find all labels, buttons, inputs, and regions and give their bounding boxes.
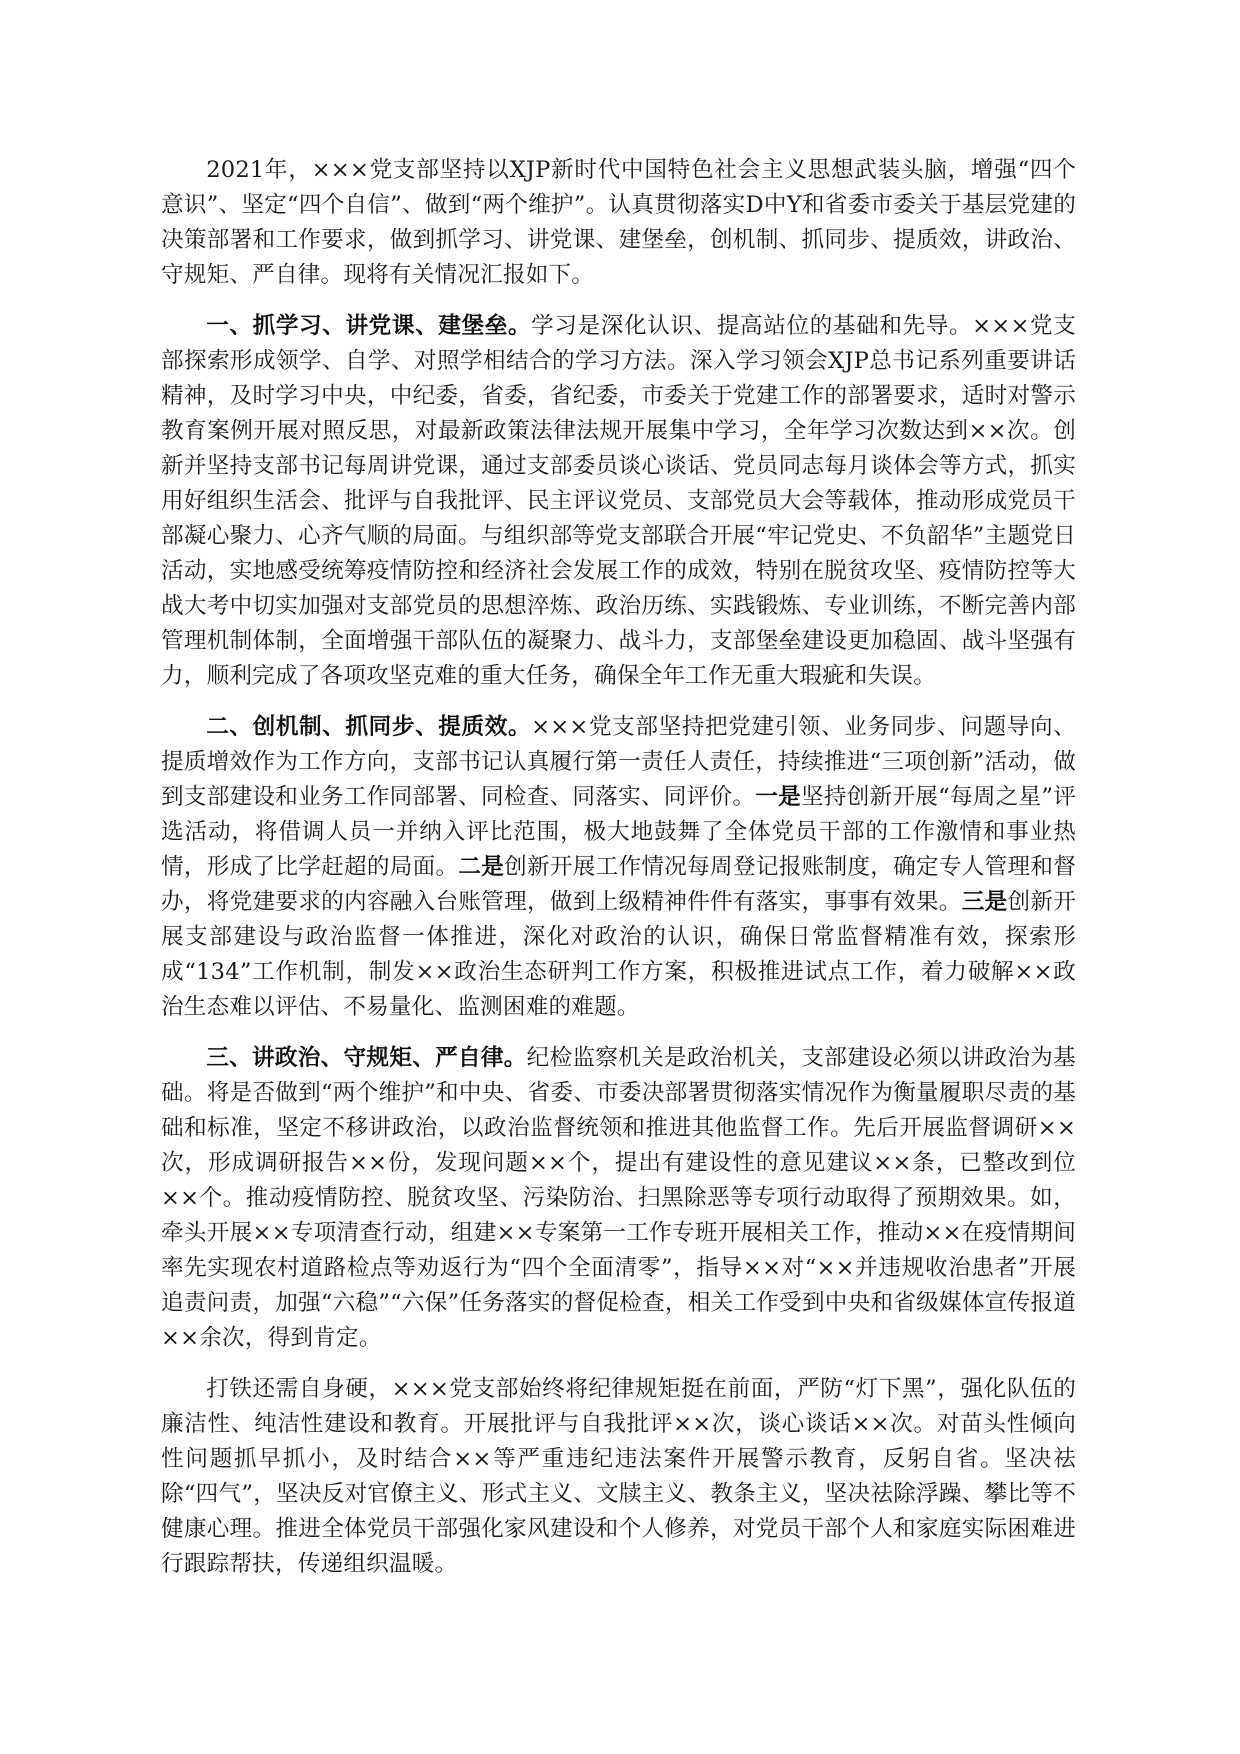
- section-2-text: ×××党支部坚持把党建引领、业务同步、问题导向、提质增效作为工作方向，支部书记认真履行第一责任人责任，持续推进“三项创新”活动，做到支部建设和业务工作同部署、同检查、同落实、同评价。: [161, 714, 1076, 810]
- section-2-heading: 二、创机制、抓同步、提质效。: [206, 714, 532, 740]
- section-3-paragraph: [161, 1041, 1076, 1356]
- section-1-heading: 一、抓学习、讲党课、建堡垒。: [206, 313, 532, 339]
- section-1-paragraph: [161, 309, 1076, 694]
- point-three-marker: 三是: [961, 889, 1008, 915]
- document-body: [161, 153, 1076, 1598]
- point-one-text: 坚持创新开展“每周之星”评选活动，将借调人员一并纳入评比范围，极大地鼓舞了全体党员干部的工作激情和事业热情，形成了比学赶超的局面。: [161, 784, 1077, 880]
- section-1-text: 学习是深化认识、提高站位的基础和先导。×××党支部探索形成领学、自学、对照学相结合的学习方法。深入学习领会XJP总书记系列重要讲话精神，及时学习中央，中纪委，省委，省纪委，市委关于党建工作的部署要求，适时对警示教育案例开展对照反思，对最新政策法律法规开展集中学习，全年学习次数达到××次。创新并坚持支部书记每周讲党课，通过支部委员谈心谈话、党员同志每月谈体会等方式，抓实用好组织生活会、批评与自我批评、民主评议党员、支部党员大会等载体，推动形成党员干部凝心聚力、心齐气顺的局面。与组织部等党支部联合开展“牢记党史、不负韶华”主题党日活动，实地感受统筹疫情防控和经济社会发展工作的成效，特别在脱贫攻坚、疫情防控等大战大考中切实加强对支部党员的思想淬炼、政治历练、实践锻炼、专业训练，不断完善内部管理机制体制，全面增强干部队伍的凝聚力、战斗力，支部堡垒建设更加稳固、战斗坚强有力，顺利完成了各项攻坚克难的重大任务，确保全年工作无重大瑕疵和失误。: [161, 313, 1076, 689]
- intro-paragraph: [161, 153, 1076, 293]
- point-one-marker: 一是: [755, 784, 802, 810]
- point-three-text: 创新开展支部建设与政治监督一体推进，深化对政治的认识，确保日常监督精准有效，探索形成“134”工作机制，制发××政治生态研判工作方案，积极推进试点工作，着力破解××政治生态难以评估、不易量化、监测困难的难题。: [161, 889, 1077, 1020]
- closing-text: 打铁还需自身硬，×××党支部始终将纪律规矩挺在前面，严防“灯下黑”，强化队伍的廉洁性、纯洁性建设和教育。开展批评与自我批评××次，谈心谈话××次。对苗头性倾向性问题抓早抓小，及时结合××等严重违纪违法案件开展警示教育，反躬自省。坚决祛除“四气”，坚决反对官僚主义、形式主义、文牍主义、教条主义，坚决祛除浮躁、攀比等不健康心理。推进全体党员干部强化家风建设和个人修养，对党员干部个人和家庭实际困难进行跟踪帮扶，传递组织温暖。: [161, 1376, 1076, 1577]
- section-3-text: 纪检监察机关是政治机关，支部建设必须以讲政治为基础。将是否做到“两个维护”和中央、省委、市委决部署贯彻落实情况作为衡量履职尽责的基础和标准，坚定不移讲政治，以政治监督统领和推进其他监督工作。先后开展监督调研××次，形成调研报告××份，发现问题××个，提出有建设性的意见建议××条，已整改到位××个。推动疫情防控、脱贫攻坚、污染防治、扫黑除恶等专项行动取得了预期效果。如，牵头开展××专项清查行动，组建××专案第一工作专班开展相关工作，推动××在疫情期间率先实现农村道路检点等劝返行为“四个全面清零”，指导××对“××并违规收治患者”开展追责问责，加强“六稳”“六保”任务落实的督促检查，相关工作受到中央和省级媒体宣传报道××余次，得到肯定。: [161, 1045, 1076, 1351]
- point-two-marker: 二是: [458, 854, 505, 880]
- intro-text: 2021年，×××党支部坚持以XJP新时代中国特色社会主义思想武装头脑，增强“四个意识”、坚定“四个自信”、做到“两个维护”。认真贯彻落实D中Y和省委市委关于基层党建的决策部署和工作要求，做到抓学习、讲党课、建堡垒，创机制、抓同步、提质效，讲政治、守规矩、严自律。现将有关情况汇报如下。: [161, 157, 1076, 288]
- section-3-heading: 三、讲政治、守规矩、严自律。: [206, 1045, 527, 1071]
- section-2-paragraph: [161, 710, 1076, 1025]
- point-two-text: 创新开展工作情况每周登记报账制度，确定专人管理和督办，将党建要求的内容融入台账管理，做到上级精神件件有落实，事事有效果。: [161, 854, 1077, 915]
- closing-paragraph: [161, 1372, 1076, 1582]
